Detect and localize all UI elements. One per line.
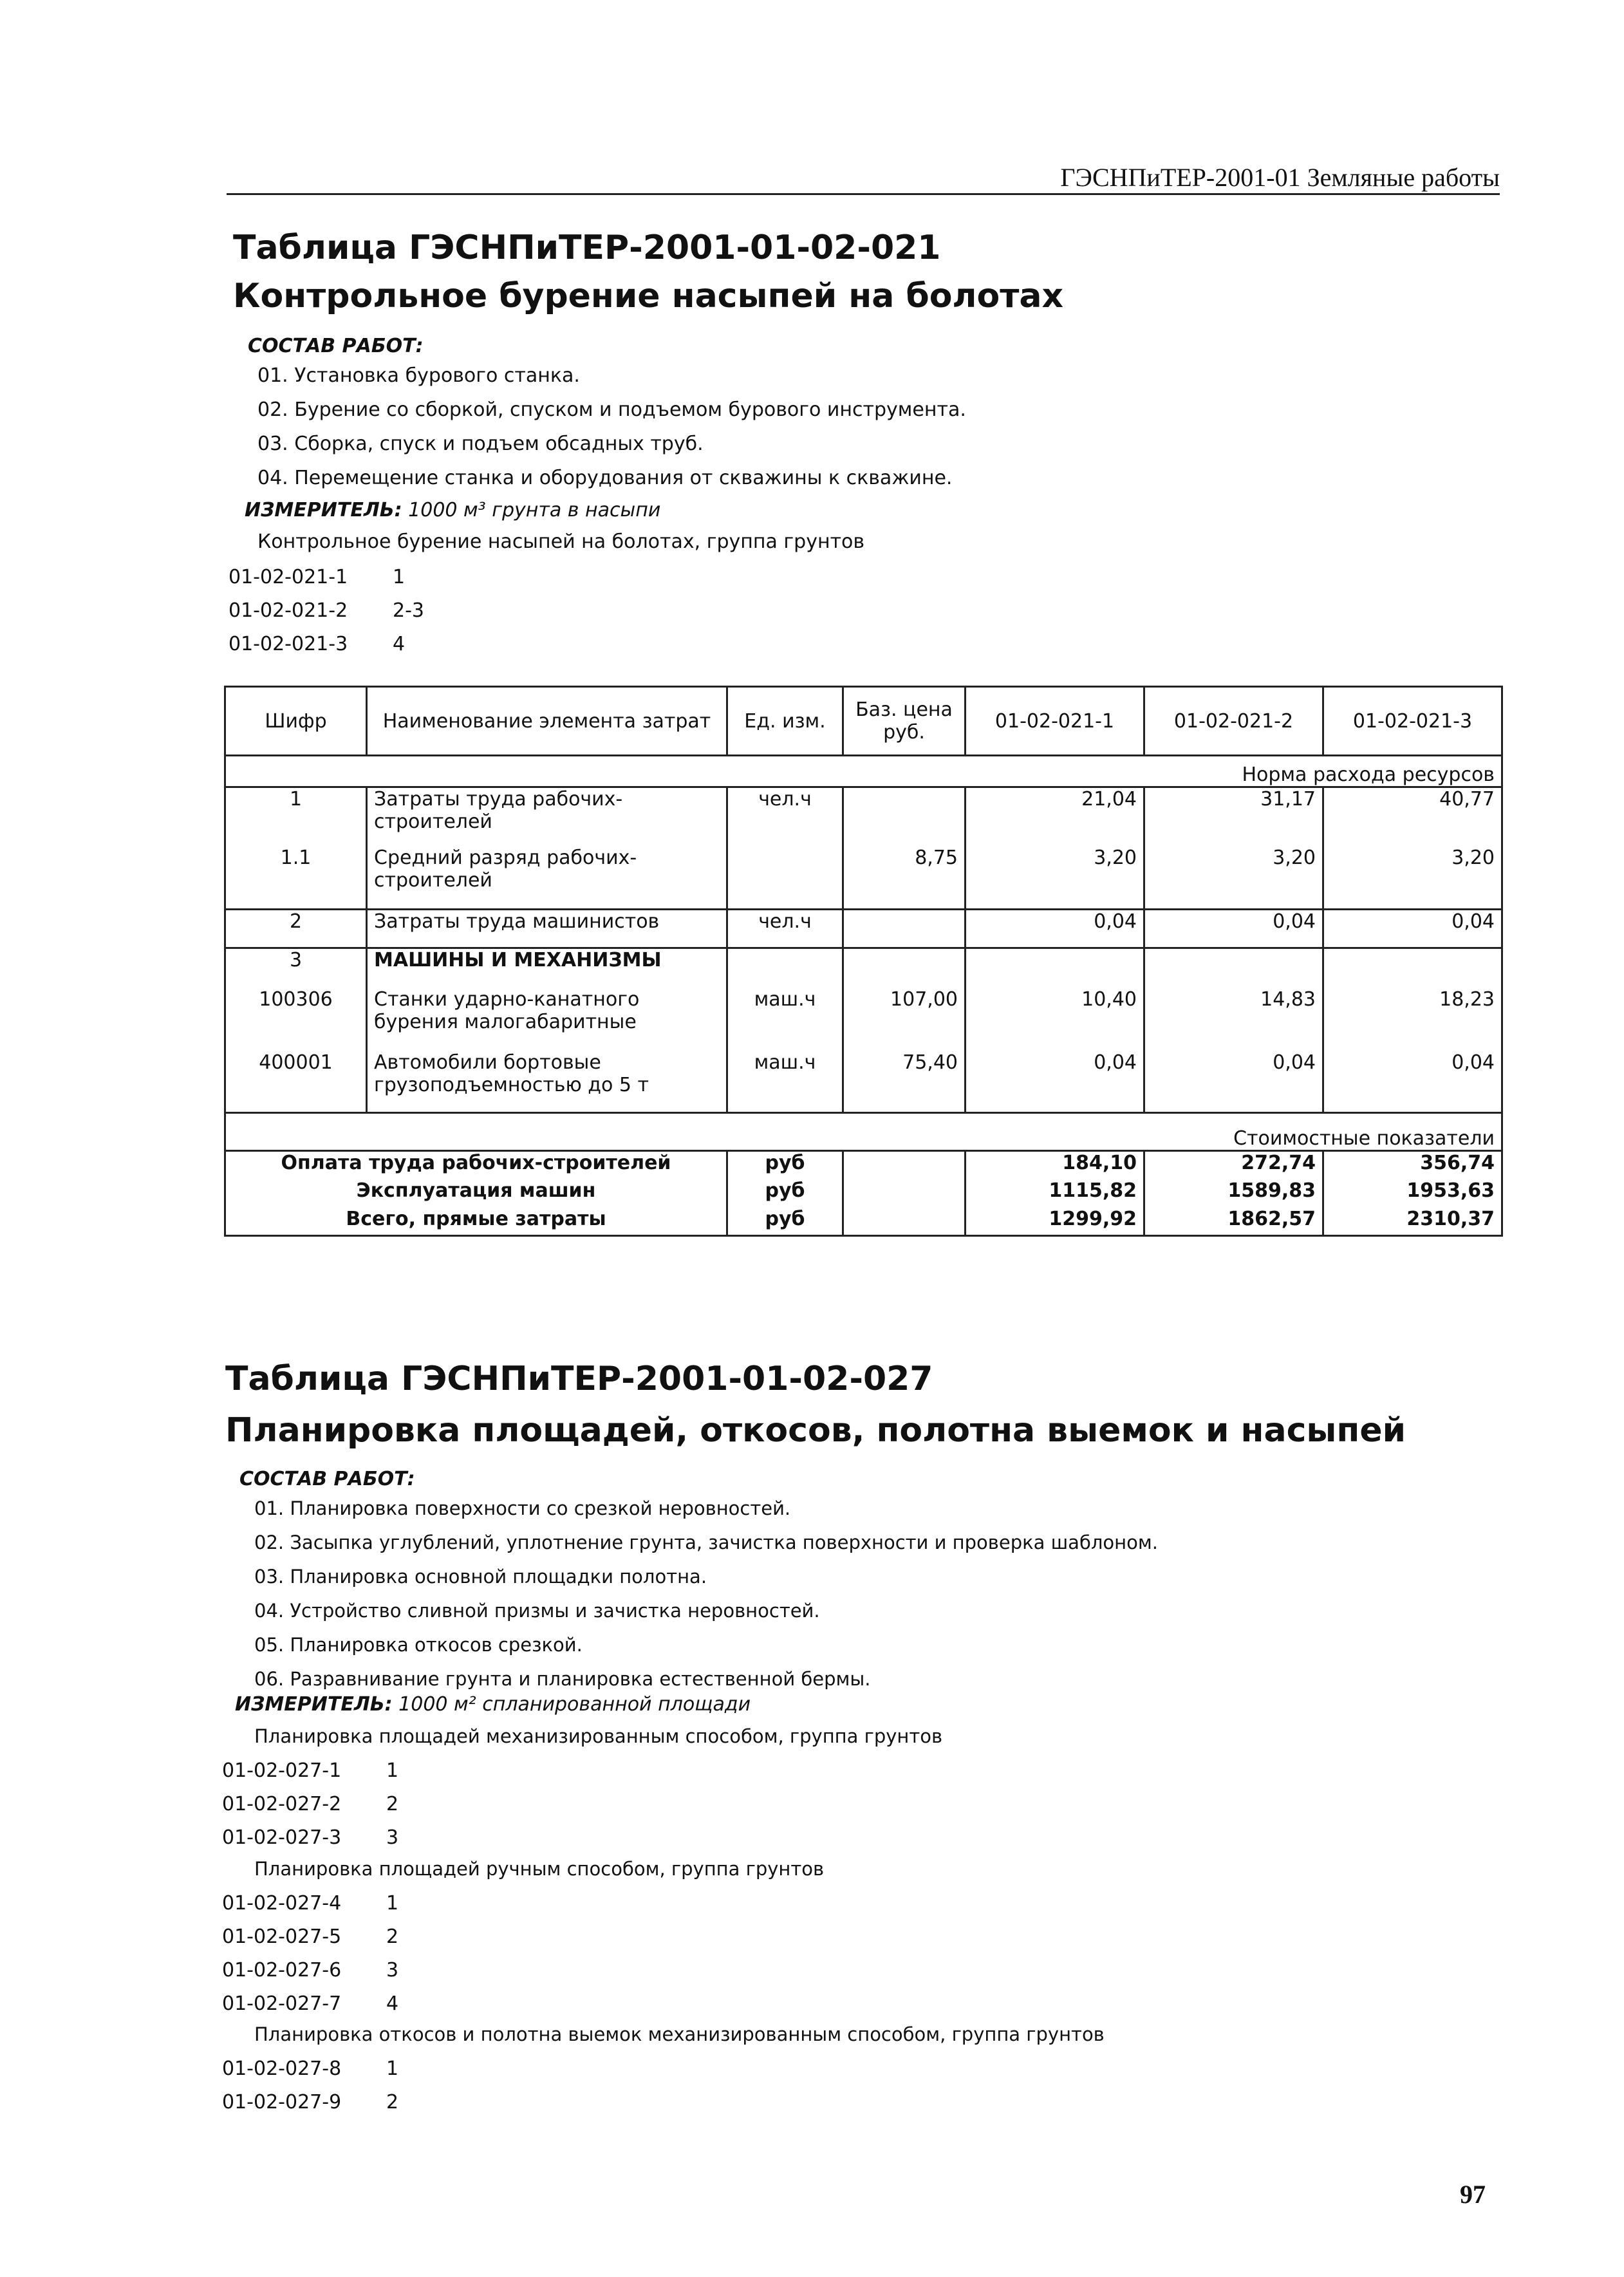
work-item: 01. Установка бурового станка. [257, 364, 580, 387]
measure-value: 1000 м² спланированной площади [398, 1693, 751, 1716]
table1-name: Контрольное бурение насыпей на болотах [233, 277, 1063, 315]
table2-works-list [254, 1492, 1158, 1696]
table1-code-list [229, 561, 424, 661]
col-unit-header: Ед. изм. [727, 687, 843, 756]
cost-header: Стоимостные показатели [225, 1113, 1502, 1151]
table1-works-label: СОСТАВ РАБОТ: [248, 335, 424, 357]
work-item: 02. Засыпка углублений, уплотнение грунта, зачистка поверхности и проверка шаблоном. [254, 1532, 1158, 1553]
col-name-header: Наименование элемента затрат [367, 687, 727, 756]
col-c2-header: 01-02-021-2 [1144, 687, 1323, 756]
norm-header-row [225, 756, 1502, 787]
work-item: 02. Бурение со сборкой, спуском и подъемом бурового инструмента. [257, 398, 966, 421]
col-c3-header: 01-02-021-3 [1323, 687, 1502, 756]
code-item: 01-02-027-4 1 [222, 1892, 399, 1915]
table1-subtitle: Контрольное бурение насыпей на болотах, группа грунтов [257, 530, 865, 553]
header-rule [227, 193, 1500, 195]
table-row: 400001 Автомобили бортовые грузоподъемностью до 5 т маш.ч 75,40 0,04 0,04 0,04 [225, 1051, 1502, 1113]
work-item: 05. Планировка откосов срезкой. [254, 1634, 583, 1656]
work-item: 04. Перемещение станка и оборудования от скважины к скважине. [257, 467, 953, 489]
table2-works-label: СОСТАВ РАБОТ: [239, 1468, 415, 1490]
resource-table [224, 686, 1503, 1237]
group-subtitle: Планировка площадей ручным способом, группа грунтов [254, 1858, 825, 1880]
work-item: 01. Планировка поверхности со срезкой неровностей. [254, 1497, 791, 1519]
table2-name: Планировка площадей, откосов, полотна выемок и насыпей [225, 1411, 1406, 1450]
running-head: ГЭСНПиТЕР-2001-01 Земляные работы [1060, 163, 1500, 192]
total-row: Оплата труда рабочих-строителей руб 184,10 272,74 356,74 [225, 1151, 1502, 1179]
measure-label: ИЗМЕРИТЕЛЬ: [235, 1693, 393, 1716]
table2-measure [235, 1693, 751, 1716]
table-row: 2 Затраты труда машинистов чел.ч 0,04 0,04 0,04 [225, 910, 1502, 948]
code-item: 01-02-027-1 1 [222, 1759, 399, 1782]
work-item: 06. Разравнивание грунта и планировка естественной бермы. [254, 1668, 871, 1690]
group-code-list [222, 2052, 398, 2119]
code-item: 01-02-021-2 2-3 [229, 599, 424, 622]
col-code-header: Шифр [225, 687, 367, 756]
code-item: 01-02-021-3 4 [229, 633, 406, 655]
table1-measure [245, 499, 660, 521]
code-item: 01-02-027-8 1 [222, 2057, 399, 2080]
group-subtitle: Планировка площадей механизированным способом, группа грунтов [254, 1725, 943, 1747]
code-item: 01-02-027-2 2 [222, 1793, 399, 1815]
table-row: 3 МАШИНЫ И МЕХАНИЗМЫ [225, 948, 1502, 988]
table-row: 1.1 Средний разряд рабочих-строителей 8,75 3,20 3,20 3,20 [225, 847, 1502, 910]
work-item: 03. Планировка основной площадки полотна. [254, 1566, 707, 1588]
page-number: 97 [1460, 2180, 1486, 2209]
group-subtitle: Планировка откосов и полотна выемок механизированным способом, группа грунтов [254, 2023, 1105, 2045]
work-item: 03. Сборка, спуск и подъем обсадных труб. [257, 433, 704, 455]
norm-header: Норма расхода ресурсов [225, 756, 1502, 787]
measure-label: ИЗМЕРИТЕЛЬ: [245, 499, 402, 521]
table-row: 1 Затраты труда рабочих-строителей чел.ч 21,04 31,17 40,77 [225, 787, 1502, 847]
total-row: Всего, прямые затраты руб 1299,92 1862,57 2310,37 [225, 1208, 1502, 1236]
code-item: 01-02-027-5 2 [222, 1926, 399, 1948]
table1-works-list [257, 359, 966, 495]
table2-title: Таблица ГЭСНПиТЕР-2001-01-02-027 [225, 1360, 933, 1398]
table1-title: Таблица ГЭСНПиТЕР-2001-01-02-021 [233, 229, 941, 267]
col-c1-header: 01-02-021-1 [966, 687, 1144, 756]
total-row: Эксплуатация машин руб 1115,82 1589,83 1953,63 [225, 1179, 1502, 1208]
code-item: 01-02-027-7 4 [222, 1992, 399, 2015]
code-item: 01-02-027-6 3 [222, 1959, 399, 1982]
measure-value: 1000 м³ грунта в насыпи [408, 499, 661, 521]
table-header-row [225, 687, 1502, 756]
code-item: 01-02-027-9 2 [222, 2091, 399, 2113]
col-price-header: Баз. цена руб. [843, 687, 966, 756]
table-row: 100306 Станки ударно-канатного бурения малогабаритные маш.ч 107,00 10,40 14,83 18,23 [225, 988, 1502, 1051]
work-item: 04. Устройство сливной призмы и зачистка неровностей. [254, 1600, 820, 1622]
group-code-list [222, 1754, 398, 1855]
group-code-list [222, 1887, 398, 2021]
code-item: 01-02-021-1 1 [229, 566, 406, 588]
cost-header-row [225, 1113, 1502, 1151]
code-item: 01-02-027-3 3 [222, 1826, 399, 1849]
